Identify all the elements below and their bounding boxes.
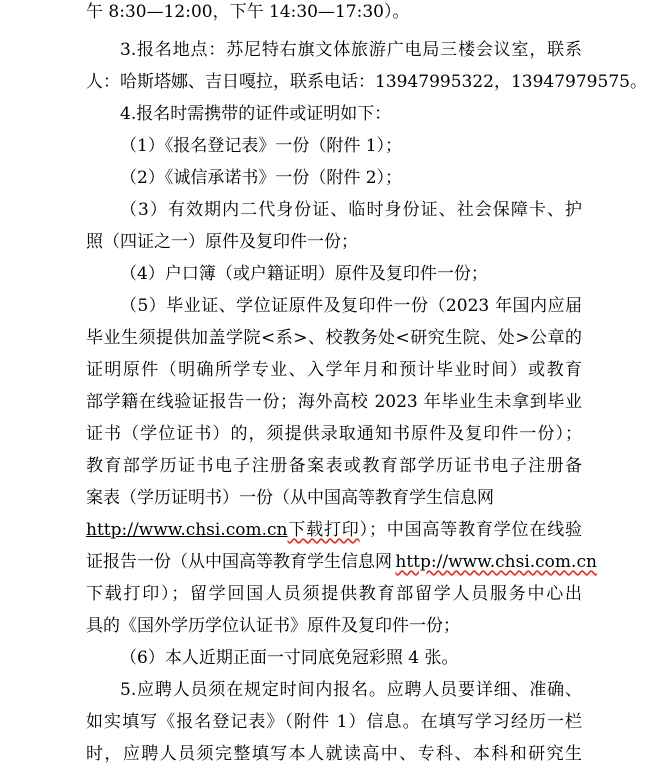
text-line: 具的《国外学历学位认证书》原件及复印件一份； xyxy=(86,616,460,636)
text-line: 证书（学位证书）的，须提供录取通知书原件及复印件一份）； xyxy=(86,424,582,444)
download-suffix: 下载打印 xyxy=(287,520,360,540)
text-line: 人：哈斯塔娜、吉日嘎拉，联系电话：13947995322，13947979575。 xyxy=(86,72,647,92)
text-line: （5）毕业证、学位证原件及复印件一份（2023 年国内应届 xyxy=(120,296,582,316)
text-line: 证明原件（明确所学专业、入学年月和预计毕业时间）或教育 xyxy=(86,360,582,380)
chsi-link-2[interactable]: http://www.chsi.com.cn xyxy=(395,552,597,572)
text-line: 下载打印）；留学回国人员须提供教育部留学人员服务中心出 xyxy=(86,584,582,604)
text-line: （3）有效期内二代身份证、临时身份证、社会保障卡、护 xyxy=(120,200,582,220)
chsi-link[interactable]: http://www.chsi.com.cn xyxy=(86,520,288,540)
text-fragment: 证报告一份（从中国高等教育学生信息网 xyxy=(86,552,392,572)
text-line: 4.报名时需携带的证件或证明如下： xyxy=(120,104,392,124)
text-line xyxy=(86,546,597,578)
text-line: 如实填写《报名登记表》（附件 1）信息。在填写学习经历一栏 xyxy=(86,712,582,732)
text-line: 3.报名地点：苏尼特右旗文体旅游广电局三楼会议室，联系 xyxy=(120,40,582,60)
text-line: 照（四证之一）原件及复印件一份； xyxy=(86,232,358,252)
text-line: （2）《诚信承诺书》一份（附件 2）； xyxy=(120,168,403,188)
text-line xyxy=(86,514,582,546)
text-line: 时，应聘人员须完整填写本人就读高中、专科、本科和研究生 xyxy=(86,744,582,764)
text-line: （6）本人近期正面一寸同底免冠彩照 4 张。 xyxy=(120,648,459,668)
text-line: 5.应聘人员须在规定时间内报名。应聘人员要详细、准确、 xyxy=(120,680,582,700)
text-line: 案表（学历证明书）一份（从中国高等教育学生信息网 xyxy=(86,488,494,508)
text-line: 教育部学历证书电子注册备案表或教育部学历证书电子注册备 xyxy=(86,456,582,476)
text-line: 午 8:30—12:00，下午 14:30—17:30）。 xyxy=(86,2,410,22)
text-line: 部学籍在线验证报告一份；海外高校 2023 年毕业生未拿到毕业 xyxy=(86,392,582,412)
text-fragment: ）；中国高等教育学位在线验 xyxy=(359,520,583,540)
text-line: 毕业生须提供加盖学院<系>、校教务处<研究生院、处>公章的 xyxy=(86,328,582,348)
text-line: （1）《报名登记表》一份（附件 1）； xyxy=(120,136,403,156)
text-line: （4）户口簿（或户籍证明）原件及复印件一份； xyxy=(120,264,488,284)
